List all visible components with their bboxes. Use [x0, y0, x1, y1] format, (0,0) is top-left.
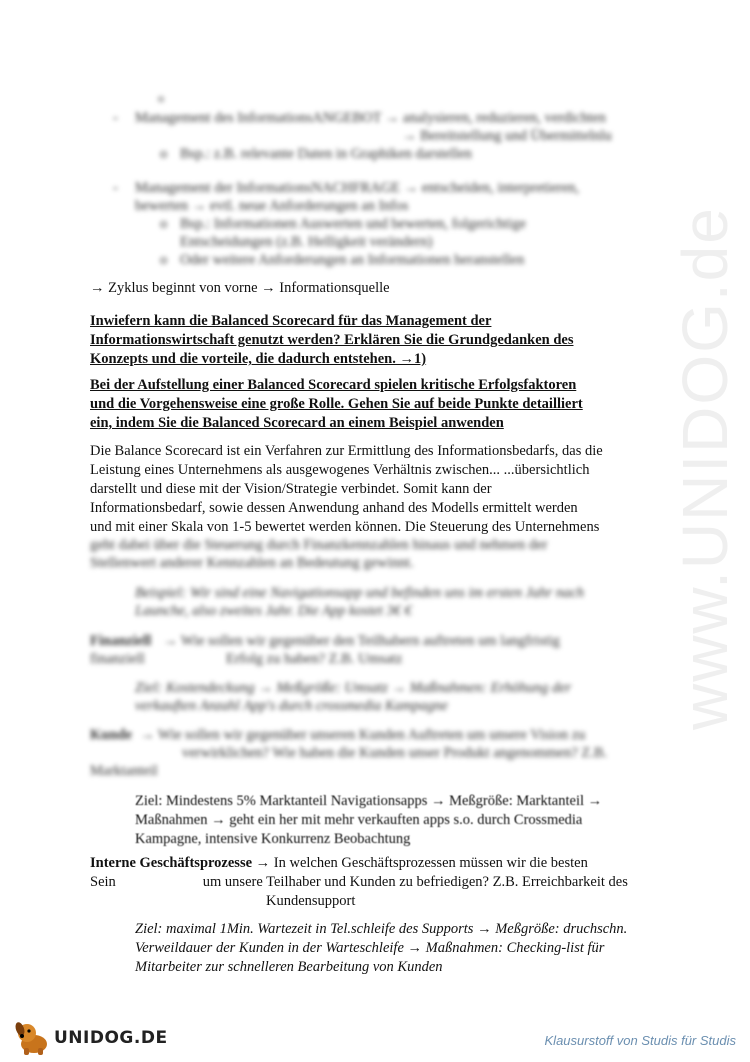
- question-1: [90, 312, 573, 369]
- answer-line: und mit einer Skala von 1-5 bewertet werden können. Die Steuerung des Unternehmens: [90, 519, 600, 535]
- answer-line: darstellt und diese mit der Vision/Strategie verbindet. Somit kann der: [90, 481, 492, 497]
- kunde-goal-line: Ziel: Mindestens 5% Marktanteil Navigationsapps → Meßgröße: Marktanteil →: [135, 793, 603, 809]
- interne-text: Kundensupport: [266, 893, 356, 909]
- interne-goal-line: Verweildauer der Kunden in der Warteschleife → Maßnahmen: Checking-list für: [135, 940, 605, 956]
- kunde-goal-line: Kampagne, intensive Konkurrenz Beobachtung: [135, 831, 411, 847]
- list-item: → Bereitstellung und Übermittelnlu: [402, 128, 612, 144]
- dog-icon: [14, 1020, 52, 1056]
- question-1-line: Inwiefern kann die Balanced Scorecard für das Management der: [90, 313, 492, 329]
- list-item: - Management des InformationsANGEBOT → analysieren, reduzieren, verdichten: [135, 110, 606, 127]
- interne-goal-line: Mitarbeiter zur schnelleren Bearbeitung von Kunden: [135, 959, 443, 975]
- question-2-line: und die Vorgehensweise eine große Rolle. Gehen Sie auf beide Punkte detailliert: [90, 396, 583, 412]
- list-item: - Management der InformationsNACHFRAGE → entscheiden, interpretieren,: [135, 180, 579, 197]
- interne-text: um unsere Teilhaber und Kunden zu befriedigen? Z.B. Erreichbarkeit des: [202, 874, 628, 890]
- finanziell-label: Finanziell: [90, 633, 152, 649]
- interne-prozesse: [90, 854, 670, 911]
- interne-label: Interne Geschäftsprozesse: [90, 855, 253, 871]
- circle-marker: o: [158, 91, 164, 105]
- answer-paragraph: [90, 442, 603, 537]
- unidog-logo[interactable]: [14, 1018, 168, 1058]
- list-item: o Oder weitere Anforderungen an Informationen heranstellen: [180, 252, 524, 269]
- answer-line: geht dabei über die Steuerung durch Finanzkennzahlen hinaus und nehmen der: [90, 537, 548, 553]
- finanziell-text: finanziell: [90, 651, 145, 667]
- answer-line: Stellenwert anderer Kennzahlen an Bedeutung gewinnt.: [90, 555, 414, 571]
- finanziell-goal: verkauften Anzahl App's durch crossmedia Kampagne: [135, 698, 448, 714]
- finanziell-text: Erfolg zu haben? Z.B. Umsatz: [226, 651, 403, 667]
- kunde-text: → Wie sollen wir gegenüber unseren Kunden Auftreten um unsere Vision zu: [140, 727, 586, 743]
- finanziell-goal: Ziel: Kostendeckung → Meßgröße: Umsatz → Maßnahmen: Erhöhung der: [135, 680, 572, 696]
- list-item: o Bsp.: z.B. relevante Daten in Graphiken darstellen: [180, 146, 472, 163]
- kunde-goal-line: Maßnahmen → geht ein her mit mehr verkauften apps s.o. durch Crossmedia: [135, 812, 583, 828]
- footer-tagline: Klausurstoff von Studis für Studis: [544, 1033, 736, 1048]
- logo-text: UNIDOG.DE: [54, 1028, 168, 1048]
- example-line: Launche, also zweites Jahr. Die App kostet 3€ €: [135, 603, 412, 619]
- kunde-goal: [135, 792, 602, 849]
- interne-text: Sein: [90, 874, 116, 890]
- interne-goal-line: Ziel: maximal 1Min. Wartezeit in Tel.schleife des Supports → Meßgröße: druchschn.: [135, 921, 628, 937]
- interne-text: → In welchen Geschäftsprozessen müssen wir die besten: [252, 855, 588, 871]
- answer-line: Informationsbedarf, sowie dessen Anwendung anhand des Modells ermittelt werden: [90, 500, 578, 516]
- question-2-line: ein, indem Sie die Balanced Scorecard an einem Beispiel anwenden: [90, 415, 504, 431]
- question-2: [90, 376, 583, 433]
- finanziell-text: → Wie sollen wir gegenüber den Teilhabern auftreten um langfristig: [163, 633, 560, 649]
- question-1-line: Informationswirtschaft genutzt werden? Erklären Sie die Grundgedanken des: [90, 332, 574, 348]
- question-1-line: Konzepts und die vorteile, die dadurch entstehen. →1): [90, 351, 427, 367]
- question-2-line: Bei der Aufstellung einer Balanced Scorecard spielen kritische Erfolgsfaktoren: [90, 377, 577, 393]
- interne-goal: [135, 920, 627, 977]
- kunde-label: Kunde: [90, 727, 132, 743]
- kunde-text: Marktanteil: [90, 763, 158, 779]
- list-item: bewerten → evtl. neue Anforderungen an Infos: [135, 198, 409, 214]
- kunde-text: verwirklichen? Wie haben die Kunden unser Produkt angenommen? Z.B.: [182, 745, 608, 761]
- answer-line: Leistung eines Unternehmens als ausgewogenes Verhältnis zwischen... ...übersichtlich: [90, 462, 590, 478]
- answer-line: Die Balance Scorecard ist ein Verfahren zur Ermittlung des Informationsbedarfs, das die: [90, 443, 603, 459]
- zyklus-line: → Zyklus beginnt von vorne → Informationsquelle: [90, 280, 390, 296]
- watermark: www.UNIDOG.de: [669, 206, 741, 730]
- example-line: Beispiel: Wir sind eine Navigationsapp und befinden uns im ersten Jahr nach: [135, 585, 585, 601]
- list-item: o Bsp.: Informationen Auswerten und bewerten, folgerichtige: [180, 216, 526, 233]
- list-item: Entscheidungen (z.B. Helligkeit verändern): [180, 234, 433, 250]
